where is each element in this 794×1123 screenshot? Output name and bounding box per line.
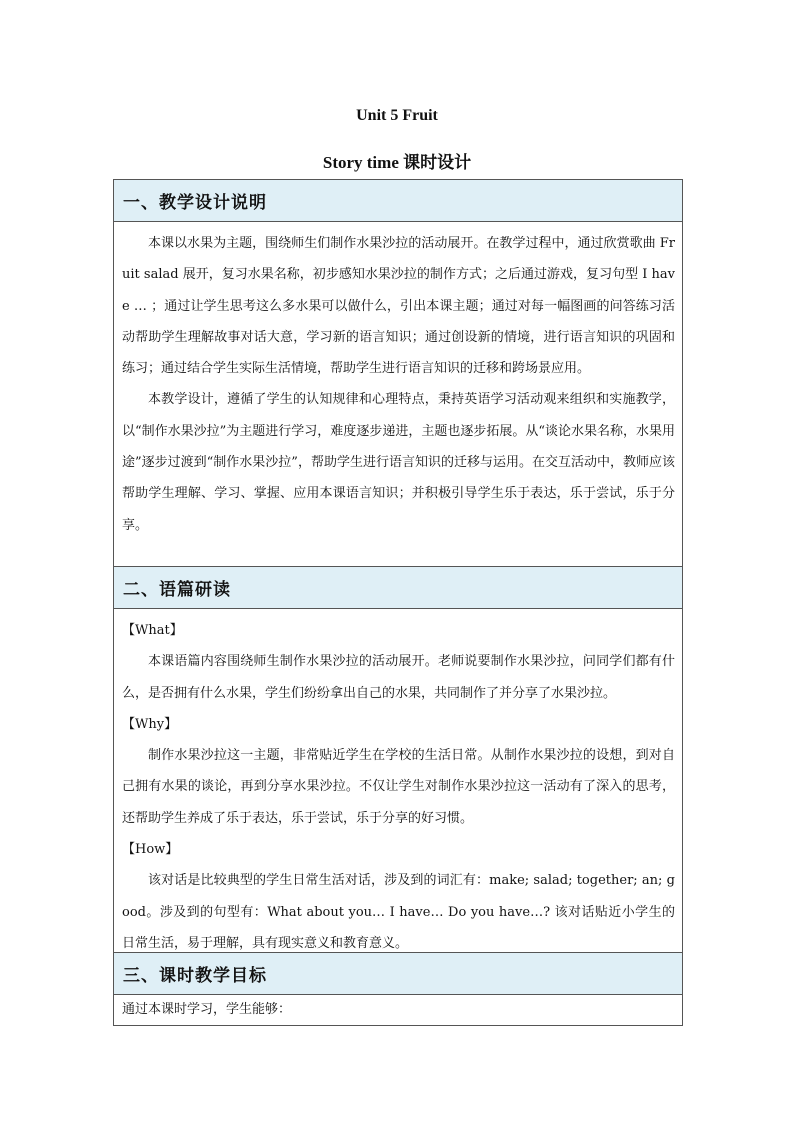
lesson-design-table — [113, 179, 683, 1026]
how-tag: 【How】 — [122, 842, 179, 858]
section-body-design-notes — [114, 222, 682, 567]
objectives-intro: 通过本课时学习，学生能够： — [122, 1002, 292, 1017]
how-paragraph: 该对话是比较典型的学生日常生活对话，涉及到的词汇有：make; salad; together; an; good。涉及到的句型有：What about you… I have… Do you have…? 该对话贴近小学生的日常生活，易于理解，具有现实意义和教育意义。 — [122, 873, 675, 951]
why-tag: 【Why】 — [122, 716, 178, 732]
what-tag: 【What】 — [122, 623, 183, 638]
section-body-objectives — [114, 995, 682, 1025]
section-body-text-analysis — [114, 609, 682, 953]
design-notes-paragraph-2: 本教学设计，遵循了学生的认知规律和心理特点，秉持英语学习活动观来组织和实施教学，以“制作水果沙拉”为主题进行学习，难度逐步递进，主题也逐步拓展。从“谈论水果名称，水果用途”逐步过渡到“制作水果沙拉”，帮助学生进行语言知识的迁移与运用。在交互活动中，教师应该帮助学生理解、学习、掌握、应用本课语言知识；并积极引导学生乐于表达，乐于尝试，乐于分享。 — [122, 392, 675, 533]
design-notes-paragraph-1: 本课以水果为主题，围绕师生们制作水果沙拉的活动展开。在教学过程中，通过欣赏歌曲 Fruit salad 展开，复习水果名称，初步感知水果沙拉的制作方式；之后通过游戏，复习句型 I have … ；通过让学生思考这么多水果可以做什么，引出本课主题；通过对每一幅图画的问答练习活动帮助学生理解故事对话大意，学习新的语言知识；通过创设新的情境，进行语言知识的巩固和练习；通过结合学生实际生活情境，帮助学生进行语言知识的迁移和跨场景应用。 — [122, 236, 675, 377]
section-heading-design-notes: 一、教学设计说明 — [114, 180, 682, 222]
section-heading-text-analysis: 二、语篇研读 — [114, 567, 682, 609]
section-heading-objectives: 三、课时教学目标 — [114, 953, 682, 995]
document-subtitle: Story time 课时设计 — [322, 153, 472, 172]
why-paragraph: 制作水果沙拉这一主题，非常贴近学生在学校的生活日常。从制作水果沙拉的设想，到对自己拥有水果的谈论，再到分享水果沙拉。不仅让学生对制作水果沙拉这一活动有了深入的思考，还帮助学生养成了乐于表达，乐于尝试，乐于分享的好习惯。 — [122, 748, 675, 826]
document-title: Unit 5 Fruit — [356, 107, 438, 124]
what-paragraph: 本课语篇内容围绕师生制作水果沙拉的活动展开。老师说要制作水果沙拉，问同学们都有什么，是否拥有什么水果，学生们纷纷拿出自己的水果，共同制作了并分享了水果沙拉。 — [122, 654, 675, 701]
